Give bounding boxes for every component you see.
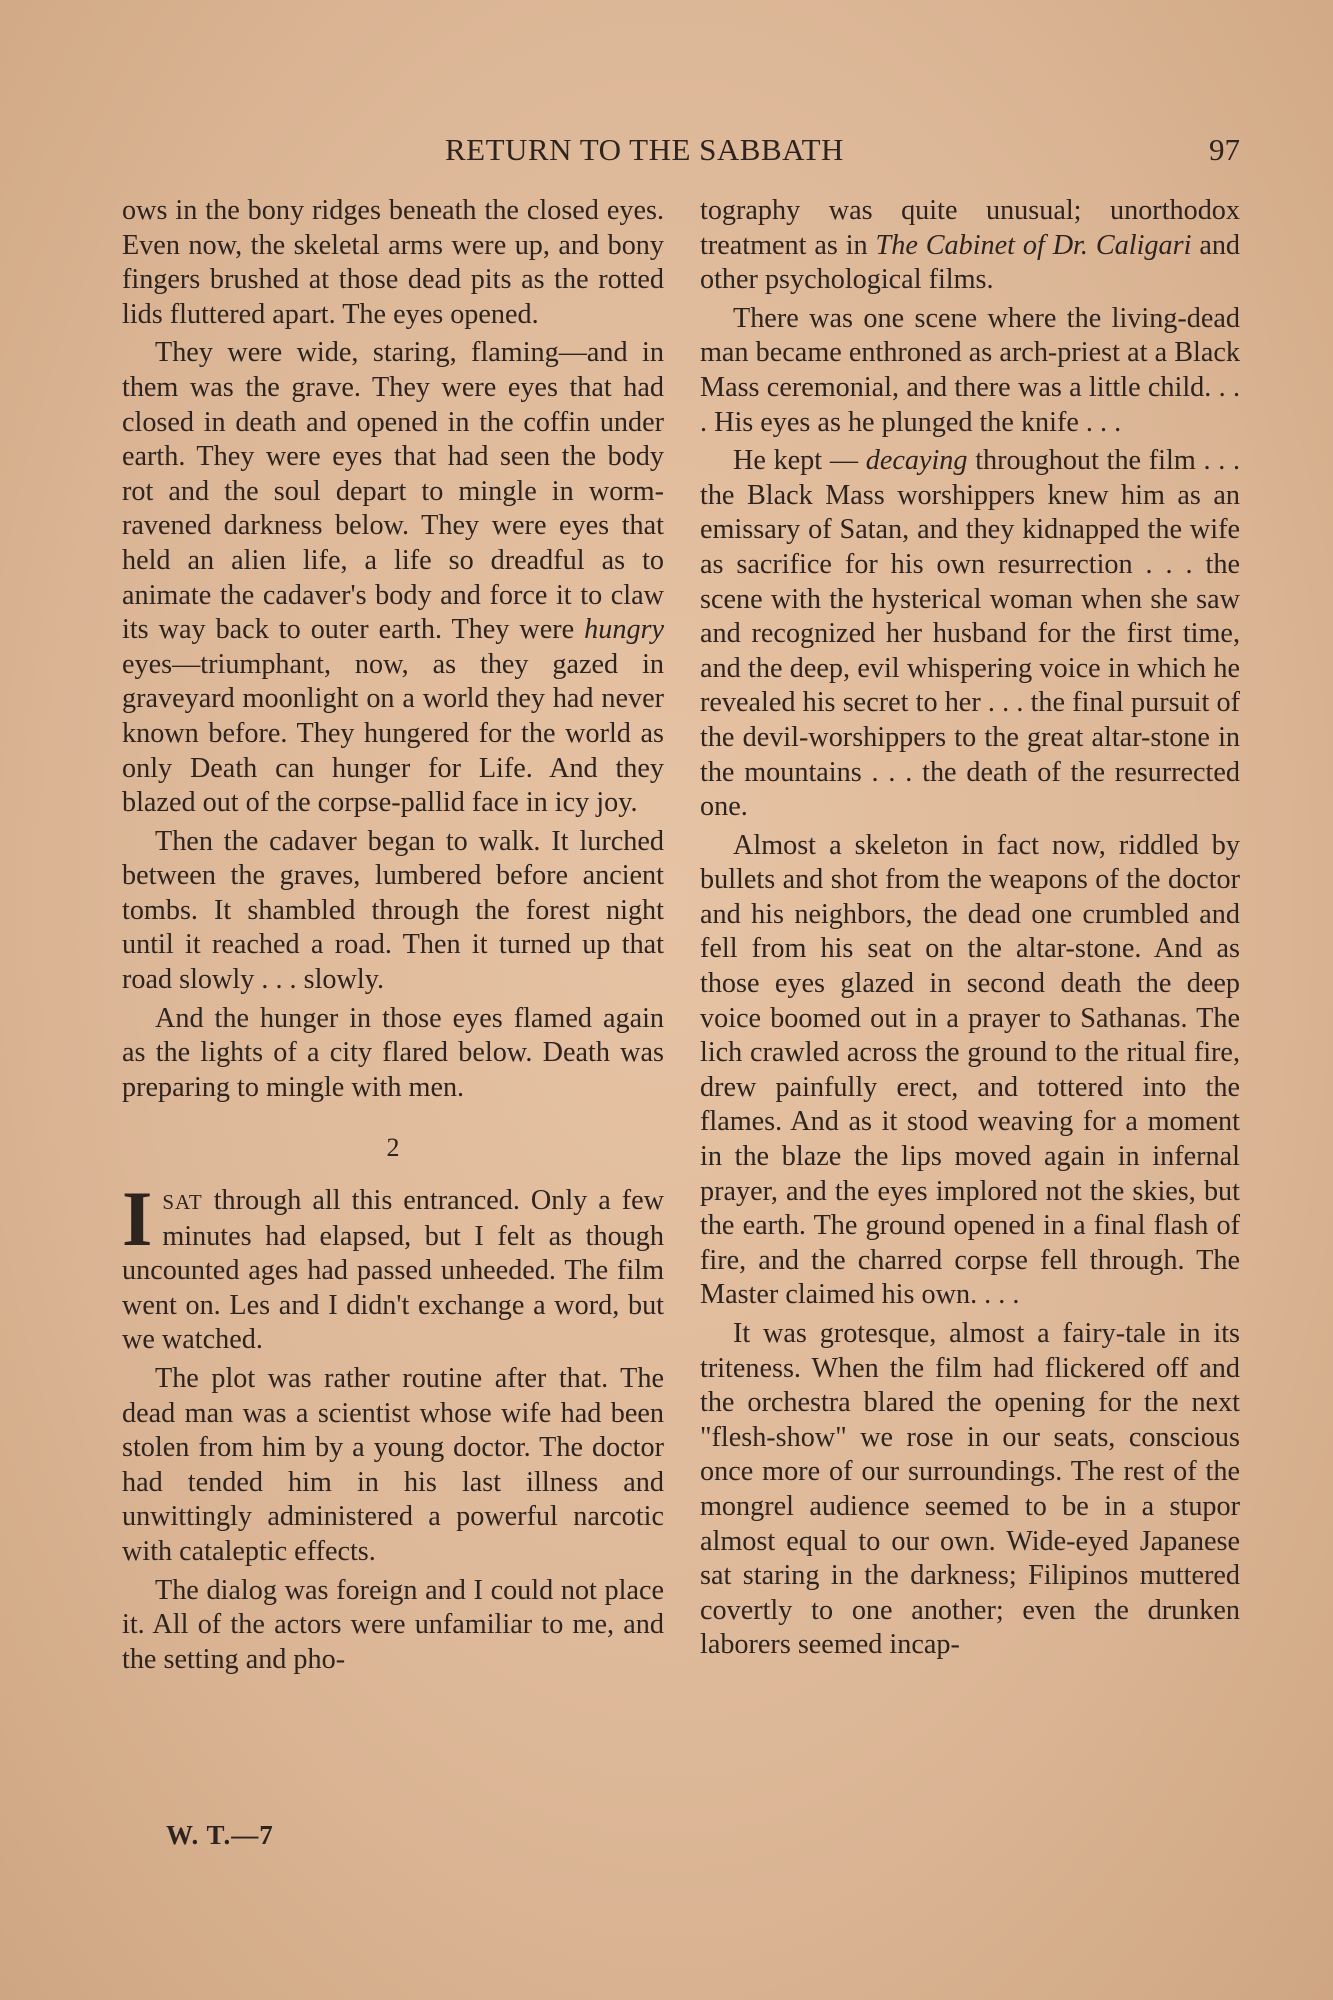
paragraph: The dialog was foreign and I could not place it. All of the actors were unfamiliar to me, and the setting and pho- [122,1574,664,1675]
emphasis-text: The Cabinet of Dr. Caligari [875,229,1192,261]
paragraph-text: They were wide, staring, flaming—and in them was the grave. They were eyes that had closed in death and opened in the coffin under earth. They were eyes that had seen the body rot and the soul depart to mingle in worm-ravened darkness below. They were eyes that held an alien life, a life so dreadful as to animate the cadaver's body and force it to claw its way back to outer earth. They were [122,337,664,646]
paragraph: Almost a skeleton in fact now, riddled by bullets and shot from the weapons of the doctor and his neighbors, the dead one crumbled and fell from his seat on the altar-stone. And as those eyes glazed in second death the deep voice boomed out in a prayer to Sathanas. The lich crawled across the ground to the ritual fire, drew painfully erect, and tottered into the flames. And as it stood weaving for a moment in the blaze the lips moved again in infernal prayer, and the eyes implored not the skies, but the earth. The ground opened in a final flash of fire, and the charred corpse fell through. The Master claimed his own. . . . [700,829,1240,1311]
paragraph-text: He kept — [733,445,859,477]
section-number: 2 [386,1133,400,1163]
paragraph: It was grotesque, almost a fairy-tale in its triteness. When the film had flickered off and the orchestra blared the opening for the next "flesh-show" we rose in our seats, conscious once more of our surroundings. The rest of the mongrel audience seemed to be in a stupor almost equal to our own. Wide-eyed Japanese sat staring in the darkness; Filipinos muttered covertly to one another; even the drunken laborers seemed incap- [700,1318,1240,1661]
smallcaps-text: SAT [162,1190,203,1215]
right-column [700,194,1240,1667]
paragraph [700,194,1240,298]
page-header [120,132,1240,176]
paragraph-text: and other psychological films. [700,229,1241,296]
paragraph-text: through all this entranced. Only a few minutes had elapsed, but I felt as though uncounted ages had passed unheeded. The film went on. Les and I didn't exchange a word, but we watched. [122,1185,664,1356]
page-number: 97 [1209,132,1240,167]
paragraph-drop-cap [122,1175,664,1358]
paragraph-text: tography was quite unusual; unorthodox treatment as in [700,195,1240,261]
paragraph: The plot was rather routine after that. The dead man was a scientist whose wife had been stolen from him by a young doctor. The doctor had tended him in his last illness and unwittingly administered a powerful narcotic with cataleptic effects. [122,1363,664,1567]
signature-mark: W. T.—7 [166,1820,274,1850]
paragraph: ows in the bony ridges beneath the closed eyes. Even now, the skeletal arms were up, and bony fingers brushed at those dead pits as the rotted lids fluttered apart. The eyes opened. [122,195,664,330]
paragraph: And the hunger in those eyes flamed again as the lights of a city flared below. Death was preparing to mingle with men. [122,1002,664,1103]
paragraph [122,336,664,820]
running-title: RETURN TO THE SABBATH [445,132,844,167]
paragraph: Then the cadaver began to walk. It lurched between the graves, lumbered before ancient tombs. It shambled through the forest night until it reached a road. Then it turned up that road slowly . . . slowly. [122,825,664,996]
paragraph-text: eyes—triumphant, now, as they gazed in graveyard moonlight on a world they had never known before. They hungered for the world as only Death can hunger for Life. And they blazed out of the corpse-pallid face in icy joy. [122,648,664,819]
drop-cap: I [122,1175,153,1263]
emphasis-text: decaying [865,445,968,477]
emphasis-text: hungry [584,614,665,646]
left-column [122,194,664,1681]
paragraph [700,444,1240,825]
paragraph-text: throughout the film . . . the Black Mass worshippers knew him as an emissary of Satan, and they kidnapped the wife as sacrifice for his own resurrection . . . the scene with the hysterical woman when she saw and recognized her husband for the first time, and the deep, evil whispering voice in which he revealed his secret to her . . . the final pursuit of the devil-worshippers to the great altar-stone in the mountains . . . the death of the resurrected one. [700,445,1241,823]
paragraph: There was one scene where the living-dead man became enthroned as arch-priest at a Black Mass ceremonial, and there was a little child. . . . His eyes as he plunged the knife . . . [700,302,1240,438]
